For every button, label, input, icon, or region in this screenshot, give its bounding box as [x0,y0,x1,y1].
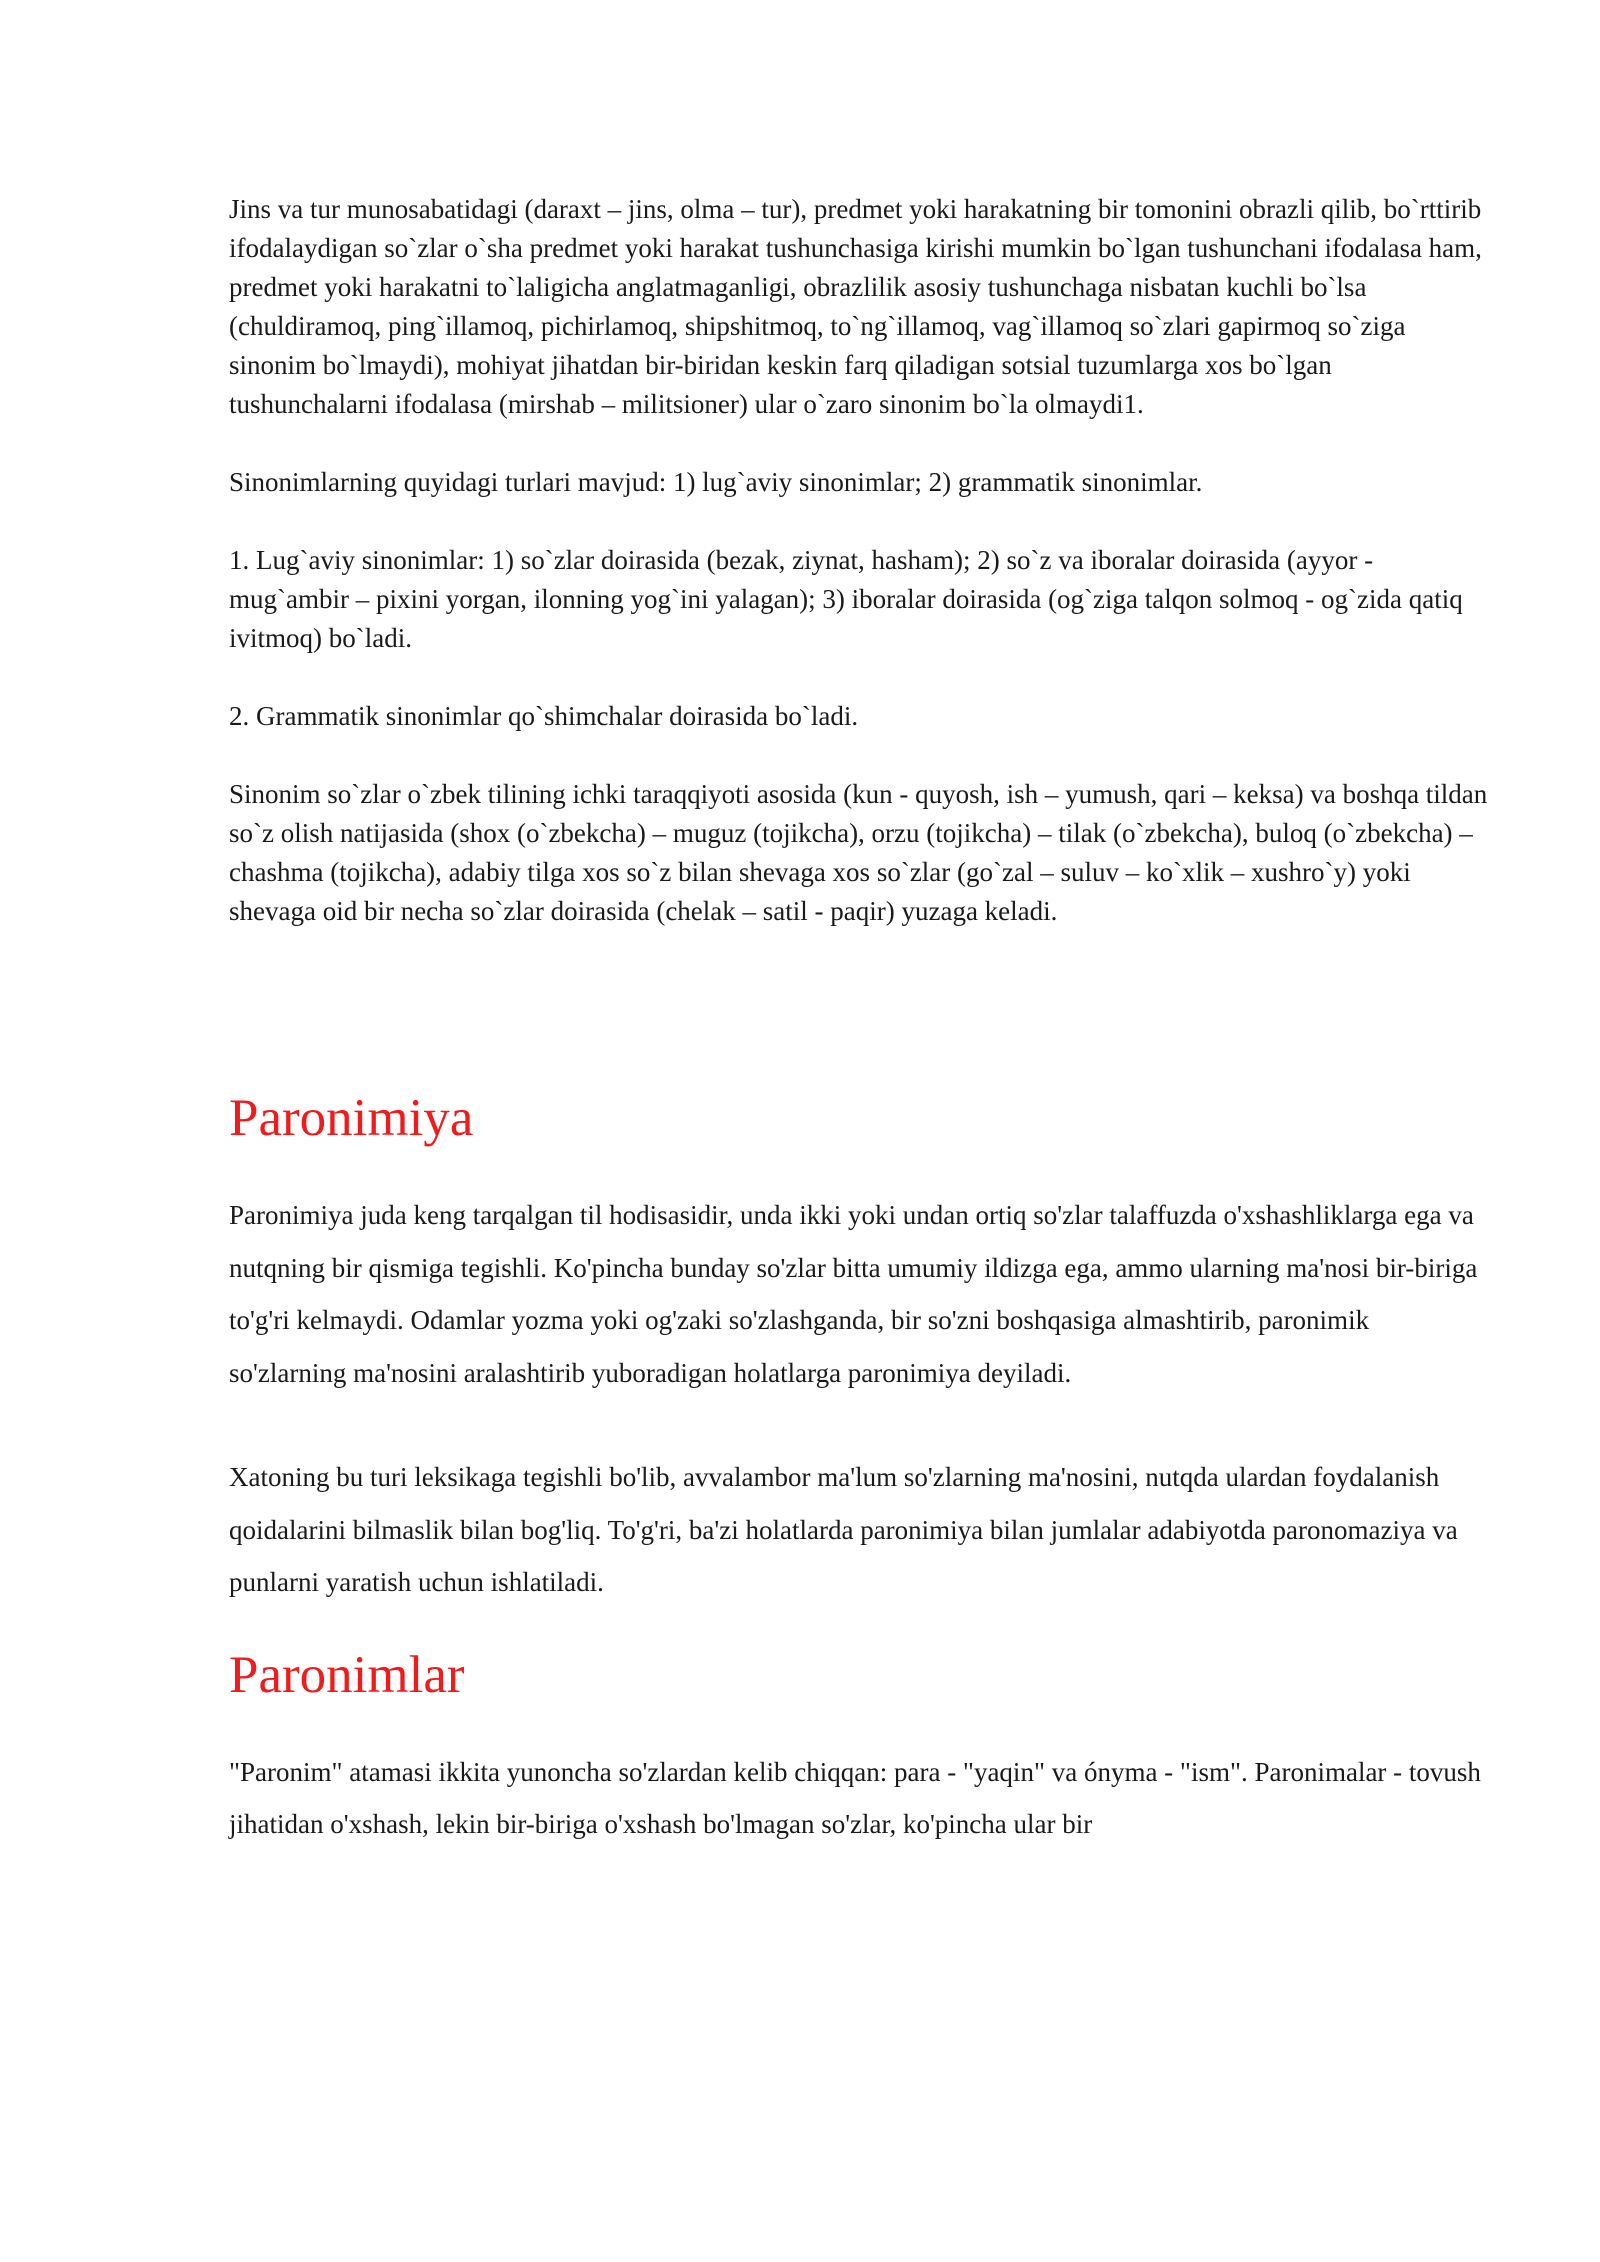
intro-paragraph-5: Sinonim so`zlar o`zbek tilining ichki taraqqiyoti asosida (kun - quyosh, ish – yumush, qari – keksa) va boshqa tildan so`z olish natijasida (shox (o`zbekcha) – muguz (tojikcha), orzu (tojikcha) – tilak (o`zbekcha), buloq (o`zbekcha) – chashma (tojikcha), adabiy tilga xos so`z bilan shevaga xos so`zlar (go`zal – suluv – ko`xlik – xushro`y) yoki shevaga oid bir necha so`zlar doirasida (chelak – satil - paqir) yuzaga keladi. [229,779,1488,926]
intro-paragraph-3: 1. Lug`aviy sinonimlar: 1) so`zlar doirasida (bezak, ziynat, hasham); 2) so`z va iboralar doirasida (ayyor - mug`ambir – pixini yorgan, ilonning yog`ini yalagan); 3) iboralar doirasida (og`ziga talqon solmoq - og`zida qatiq ivitmoq) bo`ladi. [229,545,1463,653]
intro-paragraph-4: 2. Grammatik sinonimlar qo`shimchalar doirasida bo`ladi. [229,701,859,731]
document-page [229,190,1489,1851]
paronimiya-paragraph-1: Paronimiya juda keng tarqalgan til hodisasidir, unda ikki yoki undan ortiq so'zlar talaffuzda o'xshashliklarga ega va nutqning bir qismiga tegishli. Ko'pincha bunday so'zlar bitta umumiy ildizga ega, ammo ularning ma'nosi bir-biriga to'g'ri kelmaydi. Odamlar yozma yoki og'zaki so'zlashganda, bir so'zni boshqasiga almashtirib, paronimik so'zlarning ma'nosini aralashtirib yuboradigan holatlarga paronimiya deyiladi. [229,1200,1478,1388]
heading-paronimiya: Paronimiya [229,1089,474,1147]
section-gap [229,970,1489,1087]
intro-paragraph-1: Jins va tur munosabatidagi (daraxt – jins, olma – tur), predmet yoki harakatning bir tomonini obrazli qilib, bo`rttirib ifodalaydigan so`zlar o`sha predmet yoki harakat tushunchasiga kirishi mumkin bo`lgan tushunchani ifodalasa ham, predmet yoki harakatni to`laligicha anglatmaganligi, obrazlilik asosiy tushunchaga nisbatan kuchli bo`lsa (chuldiramoq, ping`illamoq, pichirlamoq, shipshitmoq, to`ng`illamoq, vag`illamoq so`zlari gapirmoq so`ziga sinonim bo`lmaydi), mohiyat jihatdan bir-biridan keskin farq qiladigan sotsial tuzumlarga xos bo`lgan tushunchalarni ifodalasa (mirshab – militsioner) ular o`zaro sinonim bo`la olmaydi1. [229,194,1482,419]
paronimlar-paragraph-1: "Paronim" atamasi ikkita yunoncha so'zlardan kelib chiqqan: para - "yaqin" va ónyma - "ism". Paronimalar - tovush jihatidan o'xshash, lekin bir-biriga o'xshash bo'lmagan so'zlar, ko'pincha ular bir [229,1756,1481,1839]
intro-paragraph-2: Sinonimlarning quyidagi turlari mavjud: 1) lug`aviy sinonimlar; 2) grammatik sinonimlar. [229,467,1203,497]
paronimiya-paragraph-2: Xatoning bu turi leksikaga tegishli bo'lib, avvalambor ma'lum so'zlarning ma'nosini, nutqda ulardan foydalanish qoidalarini bilmaslik bilan bog'liq. To'g'ri, ba'zi holatlarda paronimiya bilan jumlalar adabiyotda paronomaziya va punlarni yaratish uchun ishlatiladi. [229,1462,1458,1597]
heading-paronimlar: Paronimlar [229,1645,465,1704]
